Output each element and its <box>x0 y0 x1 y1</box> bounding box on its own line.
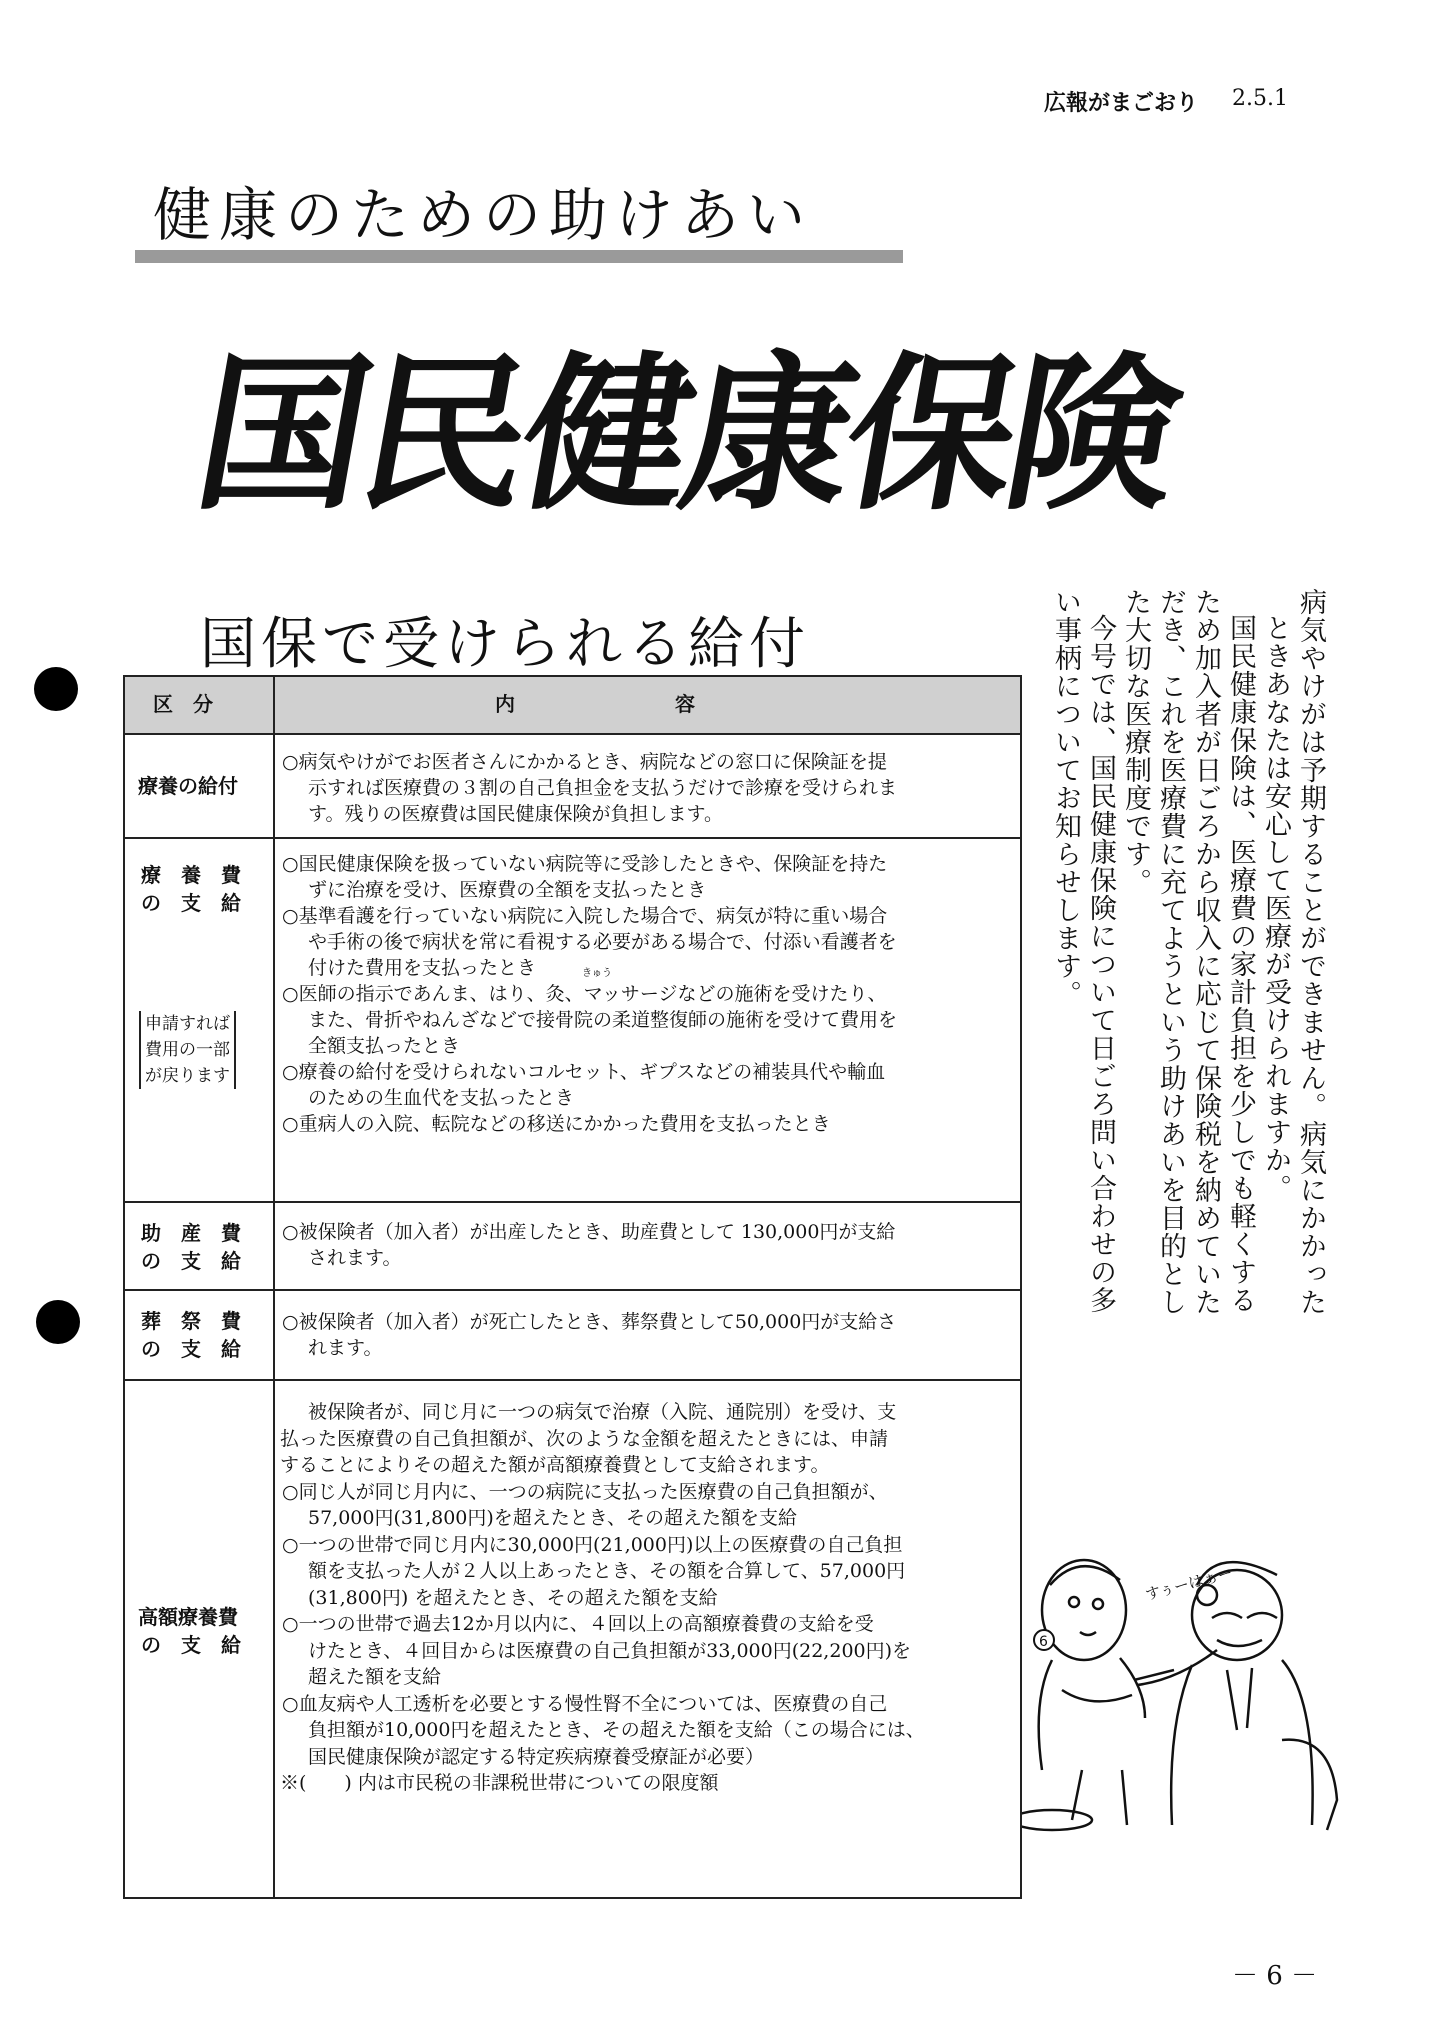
content-line: ○医師の指示であんま、はり、灸、マッサージなどの施術を受けたり、 <box>282 983 887 1005</box>
table-row <box>125 1289 1020 1381</box>
intro-line: い事柄についてお知らせします。 <box>1050 588 1081 1008</box>
issue-date: 2.5.1 <box>1232 86 1288 111</box>
content-line: ○被保険者（加入者）が死亡したとき、葬祭費として50,000円が支給さ <box>282 1311 897 1333</box>
page-number: － 6 － <box>1232 1961 1318 1991</box>
content-line: 超えた額を支給 <box>308 1666 442 1688</box>
content-line: ○同じ人が同じ月内に、一つの病院に支払った医療費の自己負担額が、 <box>282 1480 888 1503</box>
reimbursement-note <box>139 1011 236 1089</box>
intro-line: ため加入者が日ごろから収入に応じて保険税を納めていた <box>1190 588 1221 1316</box>
content-line: 被保険者が、同じ月に一つの病気で治療（入院、通院別）を受け、支 <box>308 1401 897 1423</box>
content-line: や手術の後で病状を常に看視する必要がある場合で、付添い看護者を <box>308 931 897 953</box>
content-line: ○基準看護を行っていない病院に入院した場合で、病気が特に重い場合 <box>282 905 888 927</box>
category-label: 助 産 費 <box>141 1221 241 1245</box>
category-cell <box>125 839 275 1203</box>
punch-hole <box>34 667 78 711</box>
subtitle-underline <box>135 250 903 263</box>
content-cell <box>280 1399 1015 1797</box>
content-line: けたとき、４回目からは医療費の自己負担額が33,000円(22,200円)を <box>308 1639 912 1662</box>
doctor-patient-illustration <box>1022 1540 1342 1840</box>
content-cell <box>280 851 1015 1137</box>
table-row <box>125 1201 1020 1291</box>
category-label: 高額療養費 <box>138 1605 238 1629</box>
content-line: 付けた費用を支払ったとき <box>308 957 537 979</box>
content-line: 示すれば医療費の３割の自己負担金を支払うだけで診療を受けられま <box>308 777 898 799</box>
content-line: ○重病人の入院、転院などの移送にかかった費用を支払ったとき <box>282 1113 831 1135</box>
content-line: ○国民健康保険を扱っていない病院等に受診したときや、保険証を持た <box>282 853 888 875</box>
note-line: が戻ります <box>145 1066 230 1086</box>
header-category-cell <box>125 677 275 733</box>
content-line: することによりその超えた額が高額療養費として支給されます。 <box>280 1454 830 1476</box>
subtitle: 健康のための助けあい <box>153 181 814 249</box>
content-line: 負担額が10,000円を超えたとき、その超えた額を支給（この場合には、 <box>308 1719 925 1741</box>
category-label: の 支 給 <box>141 891 241 915</box>
intro-line: 国民健康保険は、医療費の家計負担を少しでも軽くする <box>1225 614 1256 1314</box>
content-line: (31,800円) を超えたとき、その超えた額を支給 <box>308 1586 718 1609</box>
intro-line: 今号では、国民健康保険について日ごろ問い合わせの多 <box>1085 614 1116 1314</box>
content-line: ずに治療を受け、医療費の全額を支払ったとき <box>308 879 707 901</box>
table-row <box>125 1379 1020 1899</box>
content-note: ※( ) 内は市民税の非課税世帯についての限度額 <box>280 1772 719 1794</box>
header-content: 内 容 <box>495 692 695 716</box>
content-line: 57,000円(31,800円)を超えたとき、その超えた額を支給 <box>308 1507 798 1529</box>
content-line: ○療養の給付を受けられないコルセット、ギプスなどの補装具代や輸血 <box>282 1061 886 1083</box>
content-line: す。残りの医療費は国民健康保険が負担します。 <box>308 803 723 825</box>
badge-number: 6 <box>1039 1634 1048 1650</box>
punch-hole <box>36 1300 80 1344</box>
content-cell <box>280 1309 1015 1361</box>
content-line: また、骨折やねんざなどで接骨院の柔道整復師の施術を受けて費用を <box>308 1009 898 1031</box>
main-title: 国民健康保険 <box>182 337 1190 533</box>
introduction-text <box>1028 588 1328 1388</box>
benefits-heading: 国保で受けられる給付 <box>200 612 810 677</box>
publication-name: 広報がまごおり <box>1044 91 1199 116</box>
category-label: の 支 給 <box>141 1337 241 1361</box>
content-line: ○一つの世帯で過去12か月以内に、４回以上の高額療養費の支給を受 <box>282 1613 874 1635</box>
content-cell <box>280 749 1015 827</box>
content-line: のための生血代を支払ったとき <box>308 1087 575 1109</box>
note-line: 費用の一部 <box>145 1040 230 1060</box>
content-line: ○一つの世帯で同じ月内に30,000円(21,000円)以上の医療費の自己負担 <box>282 1533 903 1556</box>
content-line: 国民健康保険が認定する特定疾病療養受療証が必要） <box>308 1745 765 1768</box>
content-line: れます。 <box>308 1337 383 1359</box>
table-header-row <box>125 677 1020 733</box>
intro-line: 病気やけがは予期することができません。病気にかかった <box>1295 588 1326 1316</box>
content-line: 払った医療費の自己負担額が、次のような金額を超えたときには、申請 <box>280 1427 889 1450</box>
table-row <box>125 733 1020 839</box>
intro-line: ときあなたは安心して医療が受けられますか。 <box>1260 614 1291 1202</box>
category-label: の 支 給 <box>141 1249 241 1273</box>
content-line: ○血友病や人工透析を必要とする慢性腎不全については、医療費の自己 <box>282 1692 888 1715</box>
category-cell <box>125 735 275 839</box>
category-cell <box>125 1203 275 1291</box>
content-line: されます。 <box>308 1247 402 1269</box>
intro-line: た大切な医療制度です。 <box>1120 588 1151 896</box>
intro-line: だき、これを医療費に充てようという助けあいを目的とし <box>1155 588 1186 1316</box>
category-label: 療 養 費 <box>141 863 241 887</box>
category-cell <box>125 1291 275 1381</box>
content-line: 額を支払った人が２人以上あったとき、その額を合算して、57,000円 <box>308 1560 906 1582</box>
content-line: ○被保険者（加入者）が出産したとき、助産費として 130,000円が支給 <box>282 1221 896 1243</box>
table-row <box>125 837 1020 1203</box>
ruby-reading: きゅう <box>582 968 612 979</box>
category-label: 療養の給付 <box>138 774 238 798</box>
header-category: 区 分 <box>153 692 213 716</box>
content-line: 全額支払ったとき <box>308 1035 461 1057</box>
note-line: 申請すれば <box>145 1014 230 1034</box>
content-line: ○病気やけがでお医者さんにかかるとき、病院などの窓口に保険証を提 <box>282 751 887 773</box>
category-label: の 支 給 <box>141 1633 241 1657</box>
speech-text: すぅーはぁー <box>1143 1563 1235 1604</box>
benefits-table <box>123 675 1022 1899</box>
category-cell <box>125 1381 275 1899</box>
category-label: 葬 祭 費 <box>141 1309 241 1333</box>
content-cell <box>280 1219 1015 1271</box>
